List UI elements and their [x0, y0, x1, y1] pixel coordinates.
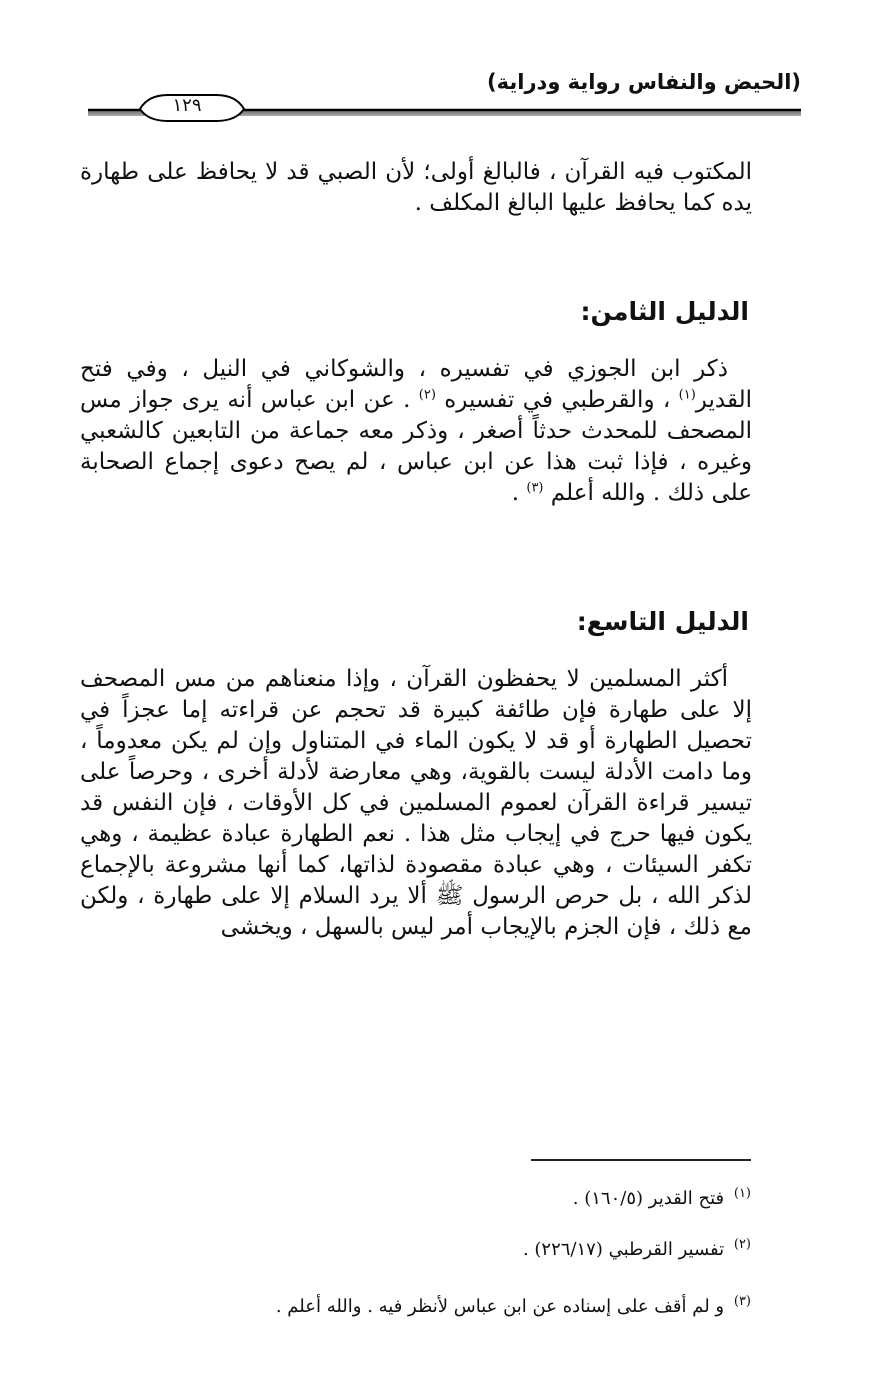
footnote-separator [531, 1159, 751, 1161]
footnote-2-number: (٢) [733, 1237, 751, 1252]
footnote-ref-1[interactable]: (١) [678, 387, 696, 403]
para8-text-3: . عن ابن عباس أنه يرى جواز مس المصحف للمحدث حدثاً أصغر ، وذكر معه جماعة من التابعين كالشعبي وغيره ، فإذا ثبت هذا عن ابن عباس ، لم يصح دعوى إجماع الصحابة على ذلك . والله أعلم [80, 387, 752, 506]
heading-eighth-evidence: الدليل الثامن: [580, 297, 749, 326]
footnote-3-text: و لم أقف على إسناده عن ابن عباس لأنظر فيه . والله أعلم . [275, 1296, 725, 1317]
footnote-ref-2[interactable]: (٢) [418, 387, 436, 403]
footnote-2 [191, 1233, 751, 1262]
footnote-3-number: (٣) [733, 1294, 751, 1309]
para8-text-1: ذكر ابن الجوزي في تفسيره ، والشوكاني في النيل ، وفي فتح القدير [80, 356, 752, 413]
para8-text-4: . [511, 480, 527, 506]
running-header-title: (الحيض والنفاس رواية ودراية) [487, 70, 801, 94]
paragraph-eighth-evidence [80, 354, 752, 509]
footnote-2-text: تفسير القرطبي (٢٢٦/١٧) . [522, 1239, 725, 1260]
footnote-1 [191, 1182, 751, 1211]
footnote-1-text: فتح القدير (١٦٠/٥) . [572, 1188, 725, 1209]
heading-ninth-evidence: الدليل التاسع: [576, 607, 749, 636]
footnote-3 [191, 1290, 751, 1319]
footnote-1-number: (١) [733, 1186, 751, 1201]
paragraph-continuation: المكتوب فيه القرآن ، فالبالغ أولى؛ لأن الصبي قد لا يحافظ على طهارة يده كما يحافظ عليها البالغ المكلف . [80, 159, 752, 216]
page-number: ١٢٩ [172, 95, 202, 116]
paragraph-ninth-evidence: أكثر المسلمين لا يحفظون القرآن ، وإذا منعناهم من مس المصحف إلا على طهارة فإن طائفة كبيرة قد تحجم عن قراءته إما عجزاً في تحصيل الطهارة أو قد لا يكون الماء في المتناول وإن لم يكن معدوماً ، وما دامت الأدلة ليست بالقوية، وهي معارضة لأدلة أخرى ، وحرصاً على تيسير قراءة القرآن لعموم المسلمين في كل الأوقات ، فإن النفس قد يكون فيها حرج في إيجاب مثل هذا . نعم الطهارة عبادة عظيمة ، وهي تكفر السيئات ، وهي عبادة مقصودة لذاتها، كما أنها مشروعة بالإجماع لذكر الله ، بل حرص الرسول ﷺ ألا يرد السلام إلا على طهارة ، ولكن مع ذلك ، فإن الجزم بالإيجاب أمر ليس بالسهل ، ويخشى [80, 666, 752, 940]
para8-text-2: ، والقرطبي في تفسيره [435, 387, 679, 413]
footnote-ref-3[interactable]: (٣) [526, 480, 544, 496]
